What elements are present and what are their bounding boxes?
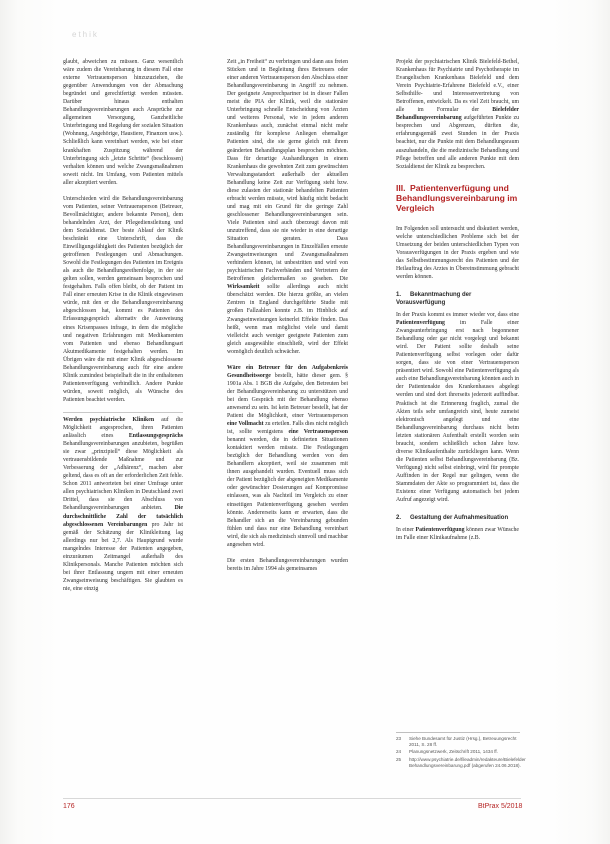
paragraph: In einer Patientenverfügung können zwar Wünsche im Falle einer Klinikaufnahme (z.B. bbox=[396, 527, 519, 542]
text-column-1 bbox=[63, 58, 183, 593]
emphasis: Patientenverfügung bbox=[396, 320, 460, 327]
paragraph: Im Folgenden soll untersucht und diskutiert werden, welche unterschiedlichen Probleme sich bei der Umsetzung der beiden unterschiedlichen Typen von Vorausverfügungen in der Praxis ergeben und wie das Selbstbestimmungsrecht des Patienten und der Heilauftrag des Arztes in Übereinstimmung gebracht werden können. bbox=[396, 225, 519, 280]
paragraph: Projekt der psychiatrischen Klinik Bielefeld-Bethel, Krankenhaus für Psychiatrie und Psychotherapie im Evangelischen Krankenhaus Bielefeld und dem Verein Psychiatrie-Erfahrene Bielefeld e.V., einer Selbsthilfe- und Interessenvertretung von Betroffenen, entwickelt. Da es viel Zeit braucht, um alle im Formular der Bielefelder Behandlungsvereinbarung aufgeführten Punkte zu besprechen und Abgrenzen, dürften die, erfahrungsgemäß zwei Stunden in der Praxis beachtet, nur die Punkte mit dem Behandlungsraum auszuhandeln, die die medizinische Behandlung und Pflege betreffen und alle anderen Punkte mit dem Sozialdienst der Klinik zu besprechen. bbox=[396, 59, 520, 170]
footnotes bbox=[396, 732, 526, 770]
footer-rule bbox=[63, 798, 521, 799]
footnote: 23 Siehe Bundesamt für Justiz (Hrsg.), Betreuungsrecht 2011, S. 28 ff. bbox=[396, 736, 517, 748]
paragraph: Zeit „in Freiheit“ zu verbringen und dann aus freien Stücken und in Begleitung ihres Betreuers oder einer anderen Vertrauensperson den Abschluss einer Behandlungsvereinbarung in Angriff zu nehmen. Der geeignete Ansprechpartner ist in dieser Fallen meist die PIA der Klinik, weil die stationäre Unterbringung schnelle Entscheidung von Ärzten und weiteres Personal, wie in jedem anderen Krankenhaus auch, zunächst einmal nicht mehr zuständig für komplexe Anliegen ehemaliger Patienten sind, die sie gerne gleich mit ihrem geänderten Behandlungsplan besprochen möchten. Dass für derartige Aushandlungen in einem Krankenhaus die gewohnten Zeit zum gewünschten Verwaltungsstandort außerhalb der aktuellen Behandlung keine Zeit zur Verfügung steht bzw. diese zulasten der stationär behandelten Patienten erbracht werden müsste, wird häufig nicht bedacht und mag mit ein Grund für die geringe Zahl geschlossener Behandlungsvereinbarungen sein. Viele Patienten sind auch überzeugt davon mit unzutreffend, dass sie nie wieder in eine derartige Situation geraten. Dass Behandlungsvereinbarungen in Einzelfällen erneute Zwangseinweisungen und Zwangsmaßnahmen verhindern können, ist unbestritten und wird von psychiatrischen Fachverbänden und Vertretern der Betroffenen gleichermaßen so gesehen. Die Wirksamkeit sollte allerdings auch nicht überschätzt werden. Die hierzu größte, an vielen Zentren in England durchgeführte Studie mit großen Fallzahlen konnte z.B. im Hinblick auf Zwangseinweisungen keinerlei Effekte finden. Das heißt, wenn man möglichst viele und damit vielleicht auch weniger geeignete Patienten zum gleich ausgewählte einschließt, wird der Effekt womöglich deutlich schwächer. bbox=[227, 59, 348, 355]
emphasis: Die durchschnittliche Zahl der tatsächlich abgeschlossenen Vereinbarungen bbox=[63, 505, 183, 528]
footnote: 24 Planungsnetzwerk, Zeitschrift 2011, 1434 ff. bbox=[396, 749, 498, 755]
footnote: 25 http://www.psychiatrie.de/fileadmin/redakteure/Bielefelder Behandlungsvereinbarung.pdf (abgerufen 24.06.2018). bbox=[396, 756, 526, 768]
paragraph: Wäre ein Betreuer für den Aufgabenkreis Gesundheitssorge bestellt, hätte dieser gem. § 1901a Abs. 1 BGB die Aufgabe, den Betreuten bei der Behandlungsvereinbarung zu unterstützen und bei dem Gespräch mit der Behandlung ebenso anwesend zu sein. Ist kein Betreuer bestellt, hat der Patient die Möglichkeit, einer Vertrauensperson eine Vollmacht zu erteilen. Falls dies nicht möglich ist, sollte wenigstens eine Vertrauensperson benannt werden, die in definierten Situationen kontaktiert werden müsste. Die Festlegungen bezüglich der Behandlung werden von den Behandlern akzeptiert, weil sie zusammen mit ihnen ausgehandelt wurden. Eventuell muss sich der Patient bezüglich der abgeneigten Medikamente oder gewünschter Dosierungen auf Kompromisse einlassen, was als Nachteil im Vergleich zu einer einseitigen Patientenverfügung gesehen werden könnte. Andererseits kann er erwarten, dass die Behandler sich an die Vereinbarung gebunden fühlen und dass nur eine Behandlung vereinbart wird, die sich als medizinisch sinnvoll und machbar angesehen wird. bbox=[227, 364, 348, 548]
text-column-3 bbox=[396, 58, 519, 550]
emphasis: eine Vollmacht bbox=[227, 421, 266, 428]
paragraph: In der Praxis kommt es immer wieder vor, dass eine Patientenverfügung im Falle einer Zwangsunterbringung erst nach begonnener Behandlung oder gar nicht vorgelegt und bekannt wird. Der Patient sollte deshalb seine Patientenverfügung selbst vorlegen oder dafür sorgen, dass sie von einer Vertrauensperson präsentiert wird. Sowohl eine Patientenverfügung als auch eine Behandlungsvereinbarung könnten auch in der Patientenakte des Krankenhauses abgelegt werden und sind dort ihrerseits jederzeit auffindbar. Praktisch ist die Erinnerung fraglich, zumal die Akten teils sehr umfangreich sind, heute zumeist elektronisch angelegt und eine Behandlungsvereinbarung durchaus nicht beim letzten stationären Aufenthalt erstellt worden sein braucht, sondern schließlich schon Jahre bzw. diverse Klinikaufenthalte zurückliegen kann. Wenn die Patienten selbst Behandlungsvereinbarung (Bz. Verfügung) nicht selbst einbringt, wird für prompte Auffinden in der Regel nur gelingen, wenn die Stammdaten der Akte so programmiert ist, dass die Existenz einer Verfügung automatisch bei jedem Aufruf angezeigt wird. bbox=[396, 311, 519, 504]
emphasis: Wäre ein Betreuer für den Aufgabenkreis Gesundheitssorge bbox=[227, 364, 348, 379]
emphasis: eine Vertrauensperson bbox=[288, 429, 348, 436]
section-rubric: ethik bbox=[72, 30, 99, 39]
paragraph: Unterschieden wird die Behandlungsvereinbarung vom Patienten, seiner Vertrauensperson (Betreuer, Bevollmächtigter, andere bekannte Person), dem behandelnden Arzt, der Pflegedienstleitung und dem Sozialdienst. Der beste Ablauf der Klinik beschränkt eine Unterschrift, dass die Einwilligungsfähigkeit des Patienten bezüglich der getroffenen Festlegungen und Abmachungen. Sowohl die Festlegungen des Patienten im Ereignis als auch die Behandlungsreihenfolge, in der sie gelten sollen, werden gemeinsam besprochen und festgehalten. Falls offen bleibt, ob der Patient im Fall einer erneuten Krise in die Klinik eingewiesen würde, mit den er die Behandlungsvereinbarung abgeschlossen hat, kommt es Patienten des Erfassungsgespräch alternativ die Ausweisung eines Krisenpasses infrage, in dem die mögliche und negativen Erfahrungen mit Medikamenten vom Patienten und ebenso Behandlungsart Akutmedikamente festgehalten werden. Im Übrigen wäre die mit einer Klinik abgeschlossene Behandlungsvereinbarung auch für eine andere Klinik zumindest beispielhaft die in ihr enthaltenen Patientenverfügung verbindlich. Andere Punkte würden, soweit möglich, als Wünsche des Patienten beachtet werden. bbox=[63, 195, 183, 403]
journal-issue: BtPrax 5/2018 bbox=[478, 803, 523, 810]
emphasis: Werden psychiatrische Kliniken bbox=[63, 416, 162, 423]
section-heading: III. Patientenverfügung und Behandlungsvereinbarung im Vergleich bbox=[396, 182, 518, 213]
emphasis: Bielefelder Behandlungsvereinbarung bbox=[396, 107, 519, 122]
text-column-2 bbox=[227, 58, 348, 581]
emphasis: Entlassungsgesprächs bbox=[128, 433, 183, 440]
emphasis: Patientenverfügung bbox=[415, 527, 467, 534]
paragraph: glaubt, abweichen zu müssen. Ganz wesentlich wäre zudem die Vereinbarung in diesem Fall eine externe Vertrauensperson hinzuzuziehen, die gegenüber Anwendungen von der Abmachung begründet und gerechtfertigt werden müssten. Darüber hinaus enthalten Behandlungsvereinbarungen auch Ansprüche zur allgemeinen Versorgung, Ganzheitliche Unterbringung und Regelung der sozialen Situation (Wohnung, Angehörige, Haustiere, Finanzen usw.). Schließlich kann vereinbart werden, wie bei einer krankhaften Zuspitzung während der Unterbringung sich „letzte Schritte“ (beschlossen) verhalten können und welche Zwangsmaßnahmen soweit nicht. Im Umfang, vom Patienten mittels aller akzeptiert werden. bbox=[63, 59, 183, 186]
paragraph: Die ersten Behandlungsvereinbarungen wurden bereits im Jahre 1994 als gemeinsames bbox=[227, 557, 348, 572]
emphasis: Wirksamkeit bbox=[227, 284, 268, 291]
subsection-heading: 1. Bekanntmachung der Vorausverfügung bbox=[396, 291, 472, 306]
page-number: 176 bbox=[63, 803, 75, 810]
subsection-heading: 2. Gestaltung der Aufnahmesituation bbox=[396, 515, 509, 522]
paragraph: Werden psychiatrische Kliniken auf die Möglichkeit angesprochen, ihren Patienten anlässlich eines Entlassungsgesprächs Behandlungsvereinbarungen anzubieten, begrüßen sie zwar „prinzipiell“ diese Möglichkeit als vertrauensbildende Maßnahme und zur Verbesserung der „Adhärenz“, machen aber geltend, dass es oft an der erforderlichen Zeit fehle. Schon 2011 antworteten bei einer Umfrage unter allen psychiatrischen Kliniken in Deutschland zwei Drittel, dass sie den Abschluss von Behandlungsvereinbarungen anbieten. Die durchschnittliche Zahl der tatsächlich abgeschlossenen Vereinbarungen pro Jahr ist gemäß der Schätzung der Klinikleitung lag allerdings nur bei 2,7. Als Hauptgrund wurde mangelndes Interesse der Patienten angegeben, einzuräumen Zeitmangel außerhalb des Klinikpersonals. Manche Patienten möchten sich bei ihrer Entlassung ungern mit einer erneuten Zwangseinweisung beschäftigen. Sie glaubten es nie, eine einzig bbox=[63, 412, 183, 593]
